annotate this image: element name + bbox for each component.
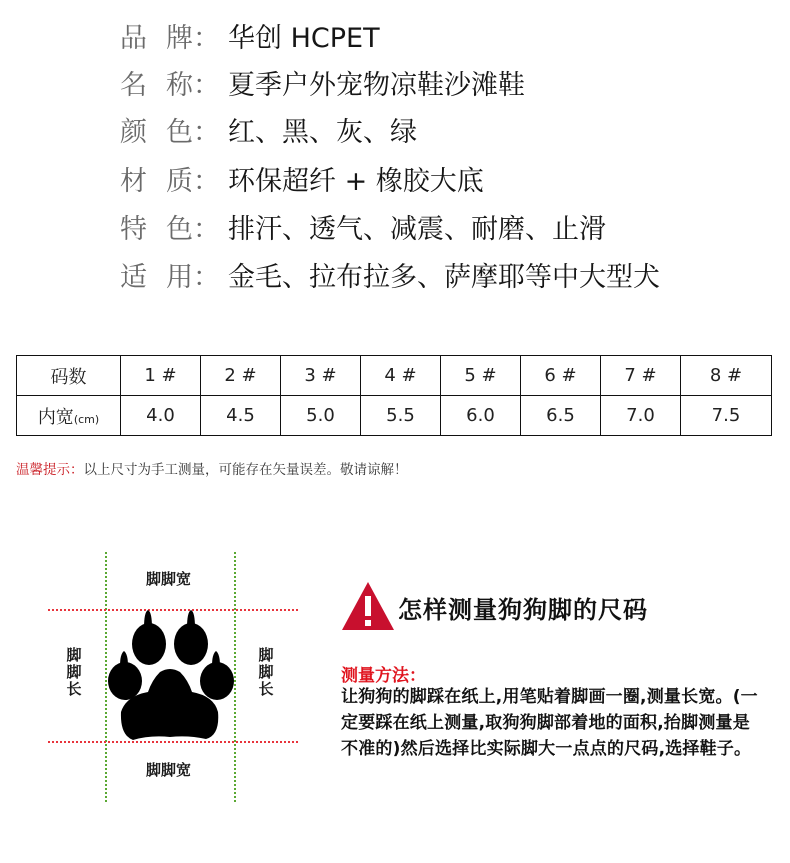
table-cell: 4.0: [121, 396, 201, 436]
spec-row-brand: [120, 15, 380, 55]
table-cell: 5.0: [281, 396, 361, 436]
spec-value: 环保超纤 + 橡胶大底: [228, 165, 484, 197]
spec-row-features: [120, 206, 606, 246]
spec-label: 品 牌：: [120, 22, 220, 54]
table-header-size: 码数: [17, 356, 121, 396]
table-cell: 7.5: [681, 396, 772, 436]
spec-label: 名 称：: [120, 69, 220, 101]
spec-value: 金毛、拉布拉多、萨摩耶等中大型犬: [228, 261, 660, 293]
table-cell: 6.5: [521, 396, 601, 436]
spec-row-color: [120, 109, 417, 149]
spec-value: 排汗、透气、减震、耐磨、止滑: [228, 213, 606, 245]
paw-width-label-top: 脚脚宽: [146, 570, 192, 588]
size-table: [16, 355, 772, 436]
table-cell: 8 #: [681, 356, 772, 396]
spec-row-name: [120, 62, 525, 102]
table-cell: 7.0: [601, 396, 681, 436]
tip-text: 以上尺寸为手工测量，可能存在矢量误差。敬请谅解！: [83, 462, 408, 478]
tip-label: 温馨提示：: [16, 462, 84, 478]
table-cell: 5.5: [361, 396, 441, 436]
method-label: 测量方法：: [341, 666, 426, 686]
table-cell: 6 #: [521, 356, 601, 396]
spec-row-suitable: [120, 254, 660, 294]
spec-value: 夏季户外宠物凉鞋沙滩鞋: [228, 69, 525, 101]
table-cell: 2 #: [201, 356, 281, 396]
measurement-tip: [16, 458, 408, 478]
table-cell: 7 #: [601, 356, 681, 396]
warning-triangle-icon: [341, 581, 395, 631]
spec-label: 特 色：: [120, 213, 220, 245]
paw-length-label-right: 脚 脚 长: [258, 646, 274, 698]
paw-width-label-bottom: 脚脚宽: [146, 761, 192, 779]
spec-label: 颜 色：: [120, 116, 220, 148]
table-row-width: [17, 396, 772, 436]
spec-value: 华创 HCPET: [228, 22, 380, 54]
table-row-size: [17, 356, 772, 396]
table-header-width: 内宽(cm): [17, 396, 121, 436]
table-cell: 3 #: [281, 356, 361, 396]
measure-guide-title: 怎样测量狗狗脚的尺码: [398, 596, 648, 624]
paw-length-label-left: 脚 脚 长: [66, 646, 82, 698]
method-instructions: 让狗狗的脚踩在纸上,用笔贴着脚画一圈,测量长宽。(一定要踩在纸上测量,取狗狗脚部着地的面积,抬脚测量是不准的)然后选择比实际脚大一点点的尺码,选择鞋子。: [341, 687, 758, 759]
table-cell: 5 #: [441, 356, 521, 396]
spec-value: 红、黑、灰、绿: [228, 116, 417, 148]
table-cell: 4.5: [201, 396, 281, 436]
spec-label: 材 质：: [120, 165, 220, 197]
spec-row-material: [120, 158, 484, 198]
paw-icon: [108, 610, 234, 740]
table-cell: 1 #: [121, 356, 201, 396]
paw-measure-diagram: [0, 540, 320, 820]
spec-label: 适 用：: [120, 261, 220, 293]
table-cell: 4 #: [361, 356, 441, 396]
table-cell: 6.0: [441, 396, 521, 436]
unit-label: (cm): [73, 412, 100, 426]
